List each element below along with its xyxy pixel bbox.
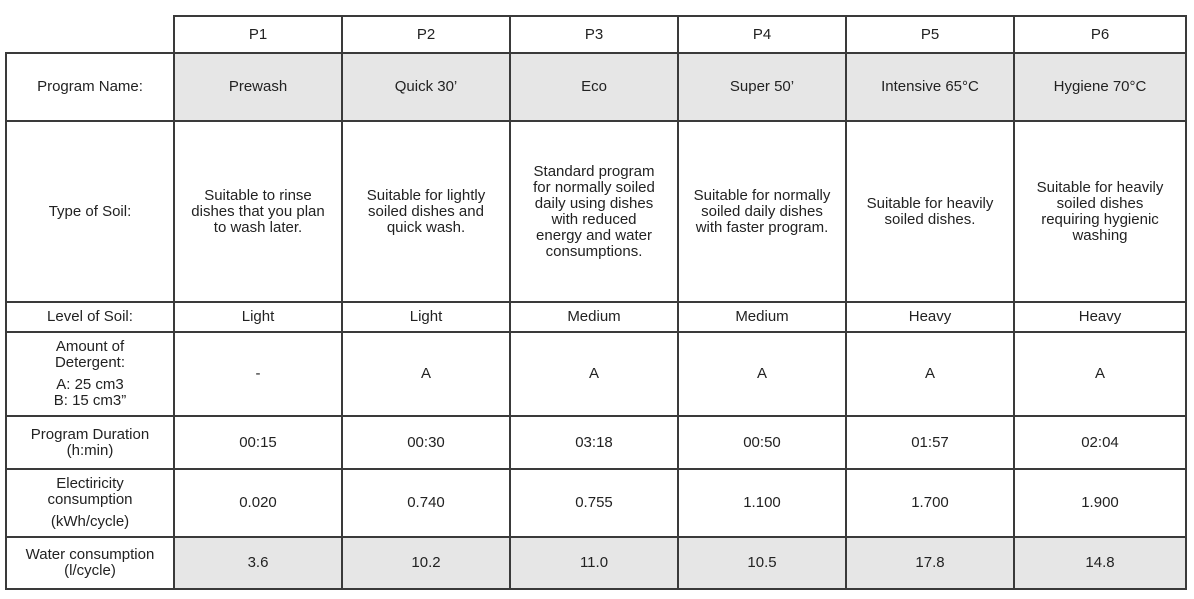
water-cell: 10.2 bbox=[342, 537, 510, 589]
soil-description-line: Standard program bbox=[533, 162, 655, 180]
detergent-label-line: B: 15 cm3” bbox=[53, 392, 127, 409]
water-cell: 10.5 bbox=[678, 537, 846, 589]
soil-description-cell bbox=[846, 121, 1014, 302]
program-name-cell: Eco bbox=[510, 53, 678, 121]
detergent-label-line: Amount of bbox=[55, 338, 125, 355]
header-row bbox=[6, 16, 1186, 53]
soil-description-cell bbox=[174, 121, 342, 302]
detergent-cell: - bbox=[174, 332, 342, 416]
soil-description-line: Suitable for lightly bbox=[366, 186, 486, 204]
detergent-row bbox=[6, 332, 1186, 416]
soil-description-line: quick wash. bbox=[386, 218, 466, 236]
duration-label-line: Program Duration bbox=[30, 425, 150, 443]
duration-label bbox=[6, 416, 174, 469]
program-header-p6: P6 bbox=[1014, 16, 1186, 53]
program-name-cell: Quick 30’ bbox=[342, 53, 510, 121]
soil-description-cell bbox=[678, 121, 846, 302]
electricity-cell: 0.755 bbox=[510, 469, 678, 537]
electricity-label-line: consumption bbox=[47, 491, 133, 508]
program-header-p2: P2 bbox=[342, 16, 510, 53]
electricity-label-line: Electiricity bbox=[56, 475, 124, 492]
soil-description-cell bbox=[510, 121, 678, 302]
electricity-cell: 1.700 bbox=[846, 469, 1014, 537]
duration-cell: 00:50 bbox=[678, 416, 846, 469]
electricity-cell: 0.020 bbox=[174, 469, 342, 537]
detergent-cell: A bbox=[342, 332, 510, 416]
electricity-label bbox=[6, 469, 174, 537]
soil-description-line: dishes that you plan bbox=[191, 202, 325, 220]
duration-cell: 00:15 bbox=[174, 416, 342, 469]
corner-cell bbox=[6, 16, 174, 53]
soil-description-line: soiled dishes and bbox=[368, 202, 484, 220]
program-name-label: Program Name: bbox=[6, 53, 174, 121]
program-name-row bbox=[6, 53, 1186, 121]
soil-description-line: daily using dishes bbox=[534, 194, 654, 212]
detergent-cell: A bbox=[1014, 332, 1186, 416]
program-header-p4: P4 bbox=[678, 16, 846, 53]
soil-description-line: with faster program. bbox=[695, 218, 829, 236]
program-name-cell: Prewash bbox=[174, 53, 342, 121]
level-of-soil-cell: Heavy bbox=[846, 302, 1014, 332]
water-cell: 11.0 bbox=[510, 537, 678, 589]
level-of-soil-cell: Medium bbox=[678, 302, 846, 332]
electricity-label-line: (kWh/cycle) bbox=[50, 513, 130, 530]
soil-description-line: Suitable for heavily bbox=[866, 194, 994, 212]
soil-description-line: energy and water bbox=[536, 226, 652, 244]
water-label-line: (l/cycle) bbox=[64, 562, 116, 579]
program-header-p3: P3 bbox=[510, 16, 678, 53]
soil-description-line: Suitable for heavily bbox=[1036, 178, 1164, 196]
soil-description-line: washing bbox=[1072, 226, 1128, 244]
program-name-cell: Super 50’ bbox=[678, 53, 846, 121]
soil-description-cell bbox=[342, 121, 510, 302]
electricity-cell: 1.900 bbox=[1014, 469, 1186, 537]
level-of-soil-cell: Medium bbox=[510, 302, 678, 332]
soil-description-line: requiring hygienic bbox=[1041, 210, 1159, 228]
soil-description-line: soiled dishes bbox=[1056, 194, 1144, 212]
duration-cell: 03:18 bbox=[510, 416, 678, 469]
soil-description-line: soiled daily dishes bbox=[701, 202, 823, 220]
program-header-p5: P5 bbox=[846, 16, 1014, 53]
duration-cell: 00:30 bbox=[342, 416, 510, 469]
detergent-label bbox=[6, 332, 174, 416]
program-name-cell: Intensive 65°C bbox=[846, 53, 1014, 121]
electricity-row bbox=[6, 469, 1186, 537]
type-of-soil-row bbox=[6, 121, 1186, 302]
soil-description-line: with reduced bbox=[551, 210, 637, 228]
water-label-line: Water consumption bbox=[25, 546, 155, 563]
duration-label-line: (h:min) bbox=[66, 441, 114, 459]
level-of-soil-row bbox=[6, 302, 1186, 332]
level-of-soil-cell: Heavy bbox=[1014, 302, 1186, 332]
detergent-cell: A bbox=[846, 332, 1014, 416]
water-cell: 14.8 bbox=[1014, 537, 1186, 589]
soil-description-line: Suitable to rinse bbox=[204, 186, 312, 204]
water-label bbox=[6, 537, 174, 589]
soil-description-cell bbox=[1014, 121, 1186, 302]
soil-description-line: for normally soiled bbox=[533, 178, 655, 196]
detergent-cell: A bbox=[510, 332, 678, 416]
type-of-soil-label: Type of Soil: bbox=[6, 121, 174, 302]
water-cell: 17.8 bbox=[846, 537, 1014, 589]
detergent-label-line: Detergent: bbox=[54, 354, 126, 371]
soil-description-line: soiled dishes. bbox=[884, 210, 976, 228]
duration-cell: 01:57 bbox=[846, 416, 1014, 469]
soil-description-line: to wash later. bbox=[213, 218, 303, 236]
water-cell: 3.6 bbox=[174, 537, 342, 589]
level-of-soil-cell: Light bbox=[342, 302, 510, 332]
detergent-cell: A bbox=[678, 332, 846, 416]
program-name-cell: Hygiene 70°C bbox=[1014, 53, 1186, 121]
detergent-label-line: A: 25 cm3 bbox=[56, 376, 124, 393]
level-of-soil-cell: Light bbox=[174, 302, 342, 332]
duration-row bbox=[6, 416, 1186, 469]
soil-description-line: Suitable for normally bbox=[693, 186, 831, 204]
program-header-p1: P1 bbox=[174, 16, 342, 53]
water-row bbox=[6, 537, 1186, 589]
electricity-cell: 0.740 bbox=[342, 469, 510, 537]
electricity-cell: 1.100 bbox=[678, 469, 846, 537]
level-of-soil-label: Level of Soil: bbox=[6, 302, 174, 332]
soil-description-line: consumptions. bbox=[545, 242, 643, 260]
duration-cell: 02:04 bbox=[1014, 416, 1186, 469]
program-table bbox=[5, 15, 1187, 590]
